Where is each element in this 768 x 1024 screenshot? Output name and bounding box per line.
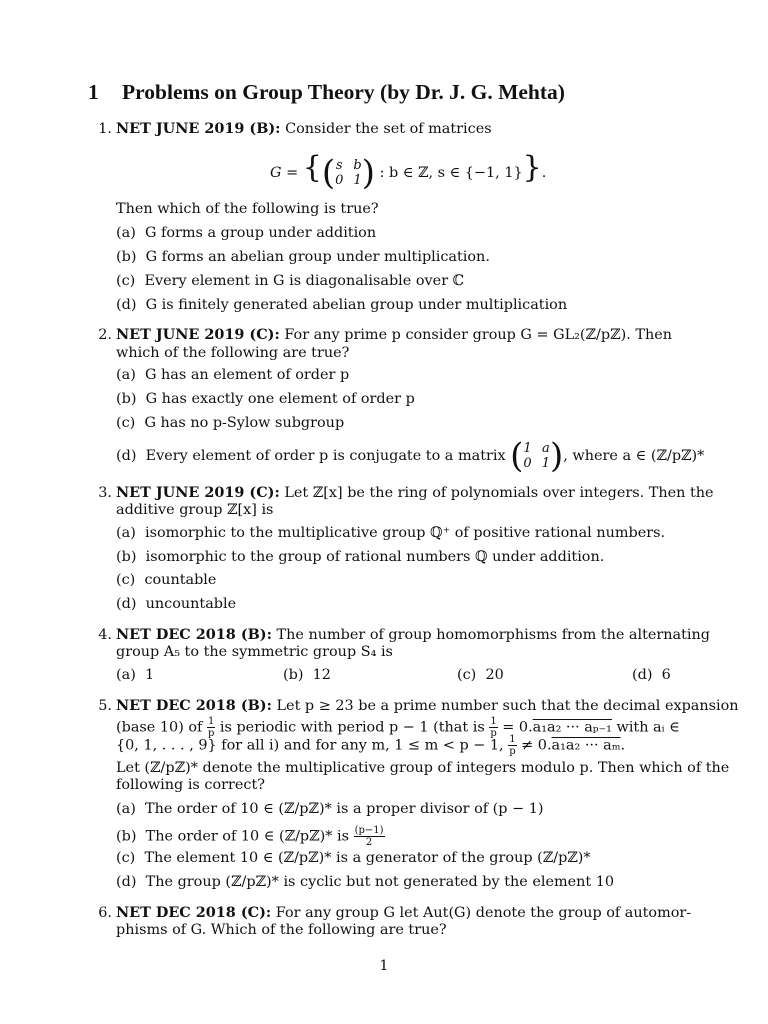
problem-tag: NET JUNE 2019 (B): — [116, 120, 281, 137]
option-c: (c) countable — [116, 572, 217, 588]
option-a: (a) G forms a group under addition — [116, 225, 377, 241]
problem-number: 3. — [98, 485, 112, 501]
option-c: (c) G has no p-Sylow subgroup — [116, 415, 345, 431]
option-b: (b) G has exactly one element of order p — [116, 391, 415, 407]
option-b: (b) 12 — [283, 667, 331, 683]
problem-number: 4. — [98, 627, 112, 643]
fraction: $\frac{(p-1)}{2}$ — [354, 825, 384, 848]
page-number: 1 — [379, 958, 389, 974]
option-a: (a) 1 — [116, 667, 155, 683]
problem-text: The number of group homomorphisms from the alternating — [276, 627, 711, 643]
problem-question: Then which of the following is true? — [116, 201, 379, 217]
problem-text: Let (ℤ/pℤ)* denote the multiplicative group of integers modulo p. Then which of the — [116, 760, 730, 776]
problem-number: 6. — [98, 905, 112, 921]
problem-text: {0, 1, . . . , 9} for all i) and for any m, 1 ≤ m < p − 1, $\frac{1}{p}$ ≠ 0.a₁a₂ ··· aₘ. — [116, 734, 626, 757]
problem-tag: NET JUNE 2019 (C): — [116, 484, 280, 501]
problem-text: For any prime p consider group G = GL₂(ℤ/pℤ). Then — [284, 327, 673, 343]
option-a: (a) G has an element of order p — [116, 367, 350, 383]
section-heading — [88, 80, 565, 105]
problem-number: 1. — [98, 121, 112, 137]
option-d: (d) Every element of order p is conjugate to a matrix ( 1 a 0 1 ) , where a ∈ (ℤ/pℤ)* — [116, 436, 705, 476]
problem-text: group A₅ to the symmetric group S₄ is — [116, 644, 393, 660]
problem-text: which of the following are true? — [116, 345, 350, 361]
problem-text: following is correct? — [116, 777, 265, 793]
option-a: (a) The order of 10 ∈ (ℤ/pℤ)* is a proper divisor of (p − 1) — [116, 801, 544, 817]
problem-text: For any group G let Aut(G) denote the group of automor- — [275, 905, 692, 921]
fraction: $\frac{1}{p}$ — [490, 716, 497, 739]
problem-text: Let ℤ[x] be the ring of polynomials over integers. Then the — [284, 485, 714, 501]
fraction: $\frac{1}{p}$ — [509, 734, 516, 757]
option-b: (b) isomorphic to the group of rational numbers ℚ under addition. — [116, 549, 605, 565]
option-c: (c) 20 — [457, 667, 504, 683]
section-number: 1 — [88, 80, 99, 104]
option-b: (b) The order of 10 ∈ (ℤ/pℤ)* is $\frac{(p-1)}{2}$ — [116, 825, 384, 848]
problem-text: phisms of G. Which of the following are true? — [116, 922, 447, 938]
problem-tag: NET DEC 2018 (B): — [116, 697, 272, 714]
problem-text: additive group ℤ[x] is — [116, 502, 274, 518]
option-c: (c) Every element in G is diagonalisable over ℂ — [116, 273, 465, 289]
option-d: (d) The group (ℤ/pℤ)* is cyclic but not generated by the element 10 — [116, 874, 615, 890]
option-c: (c) The element 10 ∈ (ℤ/pℤ)* is a generator of the group (ℤ/pℤ)* — [116, 850, 591, 866]
section-title: Problems on Group Theory (by Dr. J. G. Mehta) — [122, 80, 565, 104]
problem-text: Consider the set of matrices — [285, 121, 492, 137]
option-a: (a) isomorphic to the multiplicative group ℚ⁺ of positive rational numbers. — [116, 525, 666, 541]
option-d: (d) G is finitely generated abelian group under multiplication — [116, 297, 568, 313]
problem-text: (base 10) of $\frac{1}{p}$ is periodic with period p − 1 (that is $\frac{1}{p}$ = 0.a₁a₂ ··· aₚ₋₁ with aᵢ ∈ — [116, 716, 680, 739]
problem-number: 2. — [98, 327, 112, 343]
problem-tag: NET DEC 2018 (B): — [116, 626, 272, 643]
problem-text: Let p ≥ 23 be a prime number such that the decimal expansion — [276, 698, 739, 714]
matrix: 1 a 0 1 — [523, 441, 550, 471]
option-d: (d) uncountable — [116, 596, 237, 612]
set-definition: G = { ( s b 0 1 ) : b ∈ ℤ, s ∈ {−1, 1}}. — [270, 150, 547, 193]
problem-tag: NET DEC 2018 (C): — [116, 904, 272, 921]
option-d: (d) 6 — [632, 667, 671, 683]
matrix: s b 0 1 — [335, 158, 362, 188]
fraction: $\frac{1}{p}$ — [207, 716, 215, 739]
problem-tag: NET JUNE 2019 (C): — [116, 326, 280, 343]
option-b: (b) G forms an abelian group under multiplication. — [116, 249, 490, 265]
problem-number: 5. — [98, 698, 112, 714]
